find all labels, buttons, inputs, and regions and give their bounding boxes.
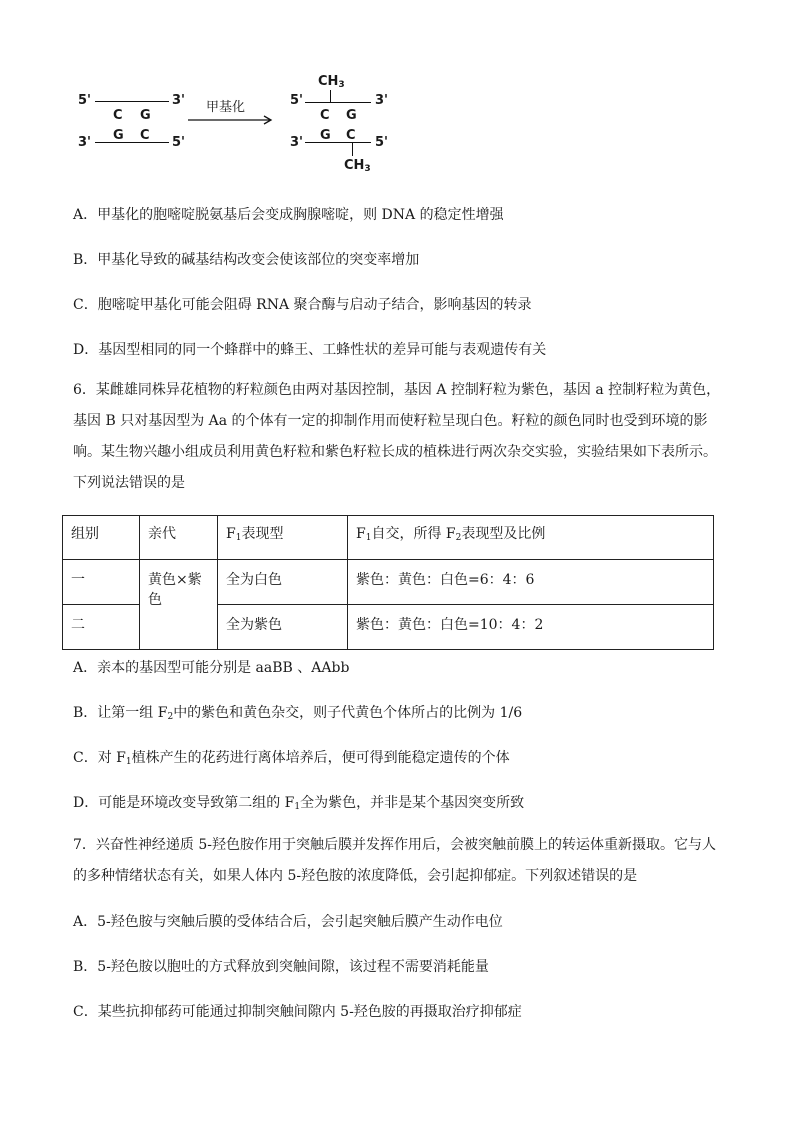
- right-top-5prime-label: 5': [290, 93, 304, 108]
- cell-group-1: 一: [63, 560, 140, 605]
- cell-f1-phenotype-1: 全为白色: [218, 560, 348, 605]
- right-bottom-5prime-label: 5': [375, 135, 389, 150]
- right-bottom-base-2: C: [346, 128, 356, 143]
- q5-option-b: B．甲基化导致的碱基结构改变会使该部位的突变率增加: [73, 252, 420, 268]
- table-row: [63, 560, 714, 605]
- left-top-base-1: C: [113, 108, 123, 123]
- right-top-3prime-label: 3': [375, 93, 389, 108]
- left-bottom-strand: [95, 142, 169, 143]
- table-header-row: [63, 516, 714, 560]
- right-bottom-strand: [305, 142, 371, 143]
- right-top-base-2: G: [346, 108, 357, 123]
- cell-group-2: 二: [63, 605, 140, 650]
- left-bottom-3prime-label: 3': [78, 135, 92, 150]
- methylation-arrow-label: 甲基化: [206, 100, 246, 115]
- q7-stem: 7．兴奋性神经递质 5-羟色胺作用于突触后膜并发挥作用后，会被突触前膜上的转运体重新摄取。它与人的多种情绪状态有关，如果人体内 5-羟色胺的浓度降低，会引起抑郁症。下列叙述错误的是: [73, 837, 716, 884]
- left-top-strand: [95, 101, 169, 102]
- q5-option-d: D．基因型相同的同一个蜂群中的蜂王、工蜂性状的差异可能与表观遗传有关: [73, 342, 547, 358]
- header-f2-phenotype-ratio: $F_1$自交，所得 $F_2$表现型及比例: [348, 516, 714, 560]
- right-bottom-3prime-label: 3': [290, 135, 304, 150]
- q6-option-a: A．亲本的基因型可能分别是 aaBB 、AAbb: [73, 660, 350, 676]
- cell-f2-ratio-1: 紫色：黄色：白色=6：4：6: [348, 560, 714, 605]
- q6-option-b: B．让第一组 $F_2$中的紫色和黄色杂交，则子代黄色个体所占的比例为 1/6: [73, 705, 523, 722]
- left-bottom-base-1: G: [113, 128, 124, 143]
- header-parents: 亲代: [140, 516, 218, 560]
- q6-results-table: [62, 515, 714, 650]
- header-f1-phenotype: $F_1$表现型: [218, 516, 348, 560]
- left-top-base-2: G: [140, 108, 151, 123]
- q6-option-d: D．可能是环境改变导致第二组的 $F_1$全为紫色，并非是某个基因突变所致: [73, 795, 525, 812]
- cell-parents: 黄色×紫色: [140, 560, 218, 650]
- methyl-group-top: $CH_3$: [318, 74, 345, 90]
- q6-option-c: C．对 $F_1$植株产生的花药进行离体培养后，便可得到能稳定遗传的个体: [73, 750, 510, 767]
- right-arrow-icon: [186, 114, 276, 126]
- methyl-group-bottom: $CH_3$: [344, 158, 371, 174]
- left-bottom-5prime-label: 5': [172, 135, 186, 150]
- right-top-strand: [305, 102, 371, 103]
- left-top-5prime-label: 5': [78, 93, 92, 108]
- q7-option-c: C．某些抗抑郁药可能通过抑制突触间隙内 5-羟色胺的再摄取治疗抑郁症: [73, 1004, 522, 1020]
- right-top-base-1: C: [320, 108, 330, 123]
- q7-option-a: A．5-羟色胺与突触后膜的受体结合后，会引起突触后膜产生动作电位: [73, 914, 503, 930]
- left-top-3prime-label: 3': [172, 93, 186, 108]
- cell-f1-phenotype-2: 全为紫色: [218, 605, 348, 650]
- left-bottom-base-2: C: [140, 128, 150, 143]
- q7-option-b: B．5-羟色胺以胞吐的方式释放到突触间隙，该过程不需要消耗能量: [73, 959, 489, 975]
- right-bottom-base-1: G: [320, 128, 331, 143]
- methyl-bond-bottom: [352, 142, 353, 156]
- q5-option-c: C．胞嘧啶甲基化可能会阻碍 RNA 聚合酶与启动子结合，影响基因的转录: [73, 297, 532, 313]
- header-group: 组别: [63, 516, 140, 560]
- cell-f2-ratio-2: 紫色：黄色：白色=10：4：2: [348, 605, 714, 650]
- q5-option-a: A．甲基化的胞嘧啶脱氨基后会变成胸腺嘧啶，则 DNA 的稳定性增强: [73, 207, 504, 223]
- q6-stem: 6．某雌雄同株异花植物的籽粒颜色由两对基因控制，基因 A 控制籽粒为紫色，基因 a 控制籽粒为黄色，基因 B 只对基因型为 Aa 的个体有一定的抑制作用而使籽粒呈现白色。籽粒的颜色同时也受到环境的影响。某生物兴趣小组成员利用黄色籽粒和紫色籽粒长成的植株进行两次杂交实验，实验结果如下表所示。下列说法错误的是: [73, 382, 721, 491]
